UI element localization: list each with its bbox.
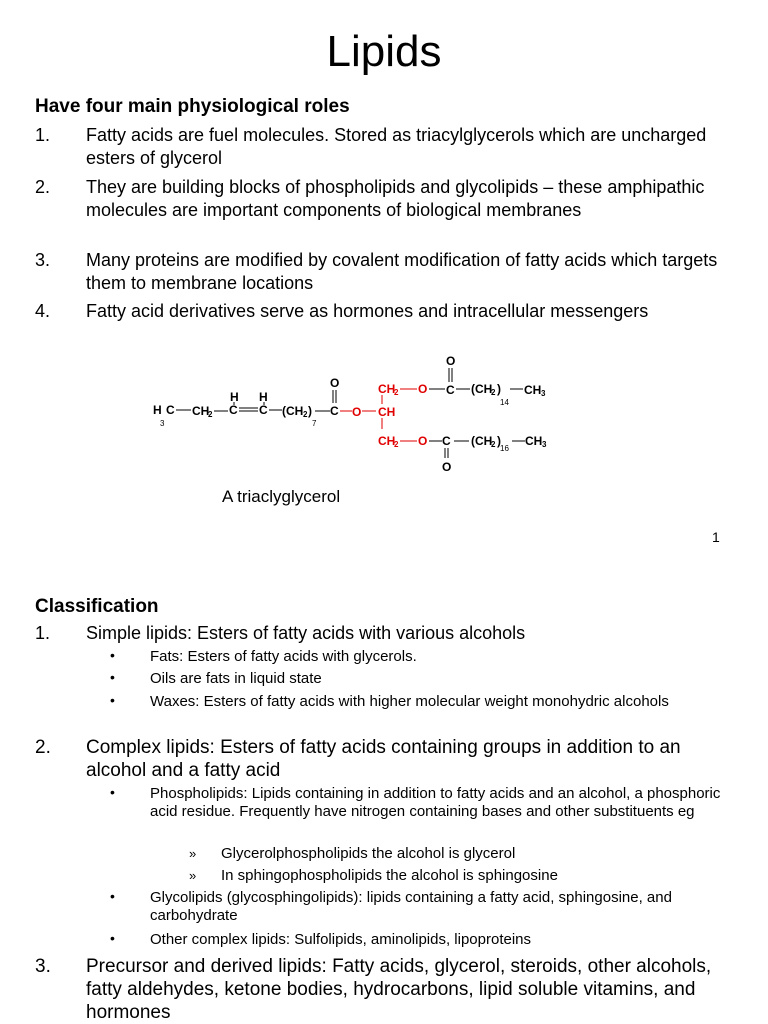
subscript: 2 <box>394 440 399 449</box>
bullet-item: Phospholipids: Lipids containing in addition to fatty acids and an alcohol, a phosphoric acid residue. Frequently have nitrogen containing bases and other substituents eg <box>150 785 721 820</box>
subscript: 7 <box>312 419 317 428</box>
subscript: 2 <box>303 410 308 419</box>
atom-label: C <box>259 403 268 417</box>
bullet-item: Glycolipids (glycosphingolipids): lipids containing a fatty acid, sphingosine, and carbohydrate <box>150 889 672 924</box>
bullet: • <box>110 692 115 708</box>
bullet-item: Other complex lipids: Sulfolipids, aminolipids, lipoproteins <box>150 931 532 948</box>
list-item: Simple lipids: Esters of fatty acids with various alcohols <box>86 623 526 643</box>
atom-label: (CH <box>471 434 493 448</box>
atom-label: CH <box>378 382 396 396</box>
classification-heading: Classification <box>35 596 159 617</box>
list-item: Complex lipids: Esters of fatty acids containing groups in addition to an alcohol and a fatty acid <box>86 737 681 781</box>
list-number: 1. <box>35 623 51 643</box>
atom-label: O <box>418 434 428 448</box>
atom-label: O <box>352 405 362 419</box>
atom-label: O <box>442 460 452 474</box>
atom-label: O <box>330 376 340 390</box>
sub-bullet-item: Glycerolphospholipids the alcohol is glycerol <box>221 845 516 862</box>
subscript: 2 <box>491 388 496 397</box>
list-number: 2. <box>35 737 51 758</box>
list-number: 3. <box>35 250 51 270</box>
atom-label: C <box>166 403 175 417</box>
sub-bullet: » <box>189 868 197 883</box>
atom-label: CH <box>525 434 543 448</box>
atom-label: C <box>442 434 451 448</box>
sub-bullet-item: In sphingophospholipids the alcohol is sphingosine <box>221 867 558 884</box>
atom-label: C <box>330 404 339 418</box>
bullet: • <box>110 669 115 685</box>
list-number: 4. <box>35 301 51 321</box>
bullet: • <box>110 784 115 800</box>
atom-label: ) <box>308 404 312 418</box>
sub-bullet: » <box>189 846 197 861</box>
page-title: Lipids <box>326 27 442 76</box>
atom-label: O <box>418 382 428 396</box>
list-item: Many proteins are modified by covalent modification of fatty acids which targets them to membrane locations <box>86 250 718 293</box>
bullet-item: Fats: Esters of fatty acids with glycerols. <box>150 648 417 665</box>
atom-label: H <box>230 390 239 404</box>
list-item: Fatty acids are fuel molecules. Stored as triacylglycerols which are uncharged esters of glycerol <box>86 125 707 168</box>
atom-label: (CH <box>471 382 493 396</box>
diagram-caption: A triaclyglycerol <box>222 487 341 506</box>
list-number: 2. <box>35 177 51 197</box>
list-item: Fatty acid derivatives serve as hormones and intracellular messengers <box>86 301 649 321</box>
bullet: • <box>110 930 115 946</box>
list-item: They are building blocks of phospholipids and glycolipids – these amphipathic molecules are important components of biological membranes <box>86 177 705 220</box>
atom-label: H <box>259 390 268 404</box>
subscript: 3 <box>542 440 547 449</box>
atom-label: CH <box>378 405 396 419</box>
subscript: 2 <box>208 410 213 419</box>
atom-label: CH <box>378 434 396 448</box>
atom-label: C <box>446 383 455 397</box>
bullet: • <box>110 647 115 663</box>
roles-heading: Have four main physiological roles <box>35 96 350 117</box>
atom-label: ) <box>497 434 501 448</box>
list-item: Precursor and derived lipids: Fatty acids, glycerol, steroids, other alcohols, fatty aldehydes, ketone bodies, hydrocarbons, lipid soluble vitamins, and hormones <box>86 956 712 1023</box>
subscript: 16 <box>500 444 509 453</box>
bullet: • <box>110 888 115 904</box>
subscript: 2 <box>491 440 496 449</box>
atom-label: ) <box>497 382 501 396</box>
subscript: 3 <box>541 389 546 398</box>
subscript: 3 <box>160 419 165 428</box>
bullet-item: Waxes: Esters of fatty acids with higher molecular weight monohydric alcohols <box>150 693 669 710</box>
atom-label: (CH <box>282 404 304 418</box>
atom-label: CH <box>192 404 210 418</box>
page-number: 1 <box>712 529 720 545</box>
atom-label: H <box>153 403 162 417</box>
atom-label: C <box>229 403 238 417</box>
triacylglycerol-structure <box>140 345 560 480</box>
subscript: 2 <box>394 388 399 397</box>
atom-label: CH <box>524 383 542 397</box>
bullet-item: Oils are fats in liquid state <box>150 670 322 687</box>
list-number: 1. <box>35 125 51 145</box>
subscript: 14 <box>500 398 509 407</box>
list-number: 3. <box>35 956 51 977</box>
atom-label: O <box>446 354 456 368</box>
